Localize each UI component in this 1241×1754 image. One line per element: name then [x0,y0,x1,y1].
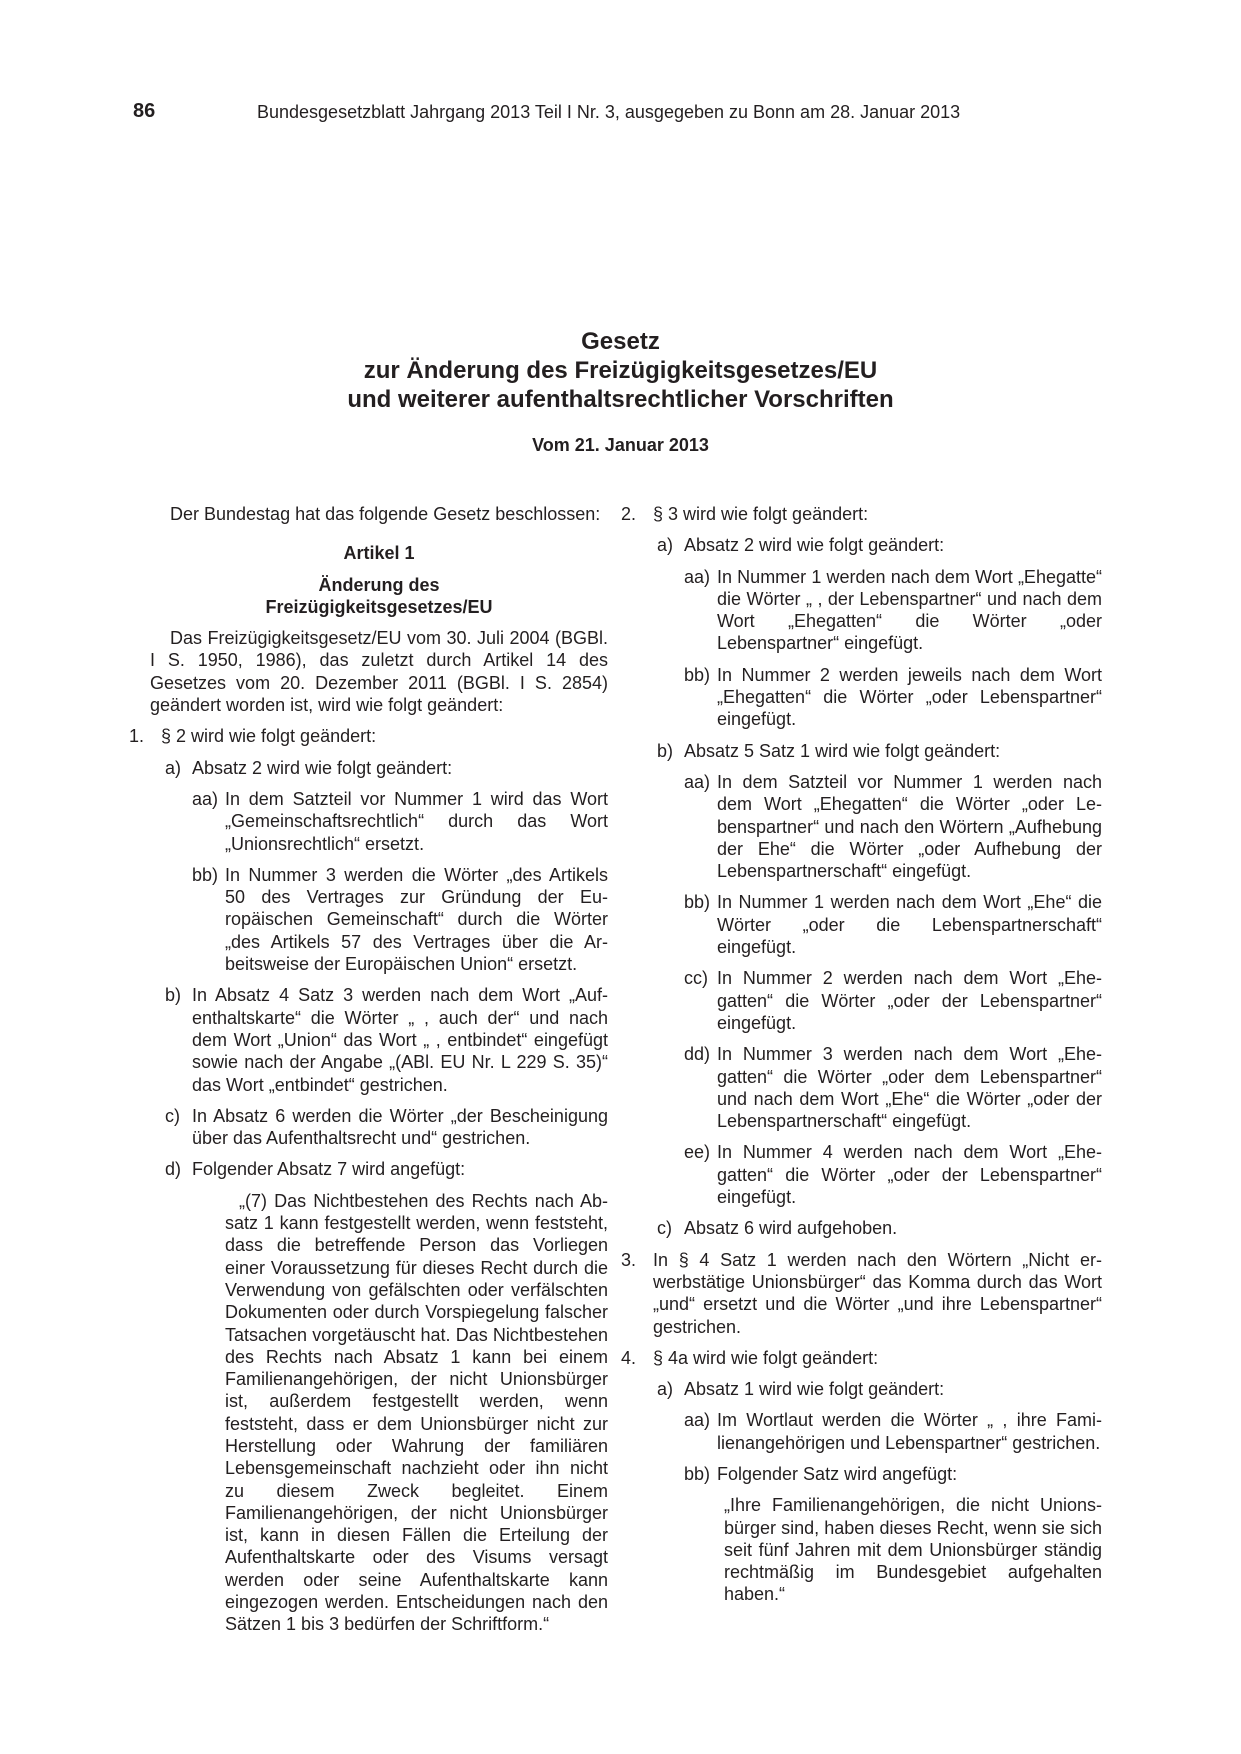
item-text: Folgender Absatz 7 wird angefügt: [192,1159,466,1180]
article-title-line1: Änderung des [318,574,440,595]
list-item [684,967,1102,1034]
list-item [657,740,1102,762]
list-item [657,1217,1102,1239]
item-label: bb) [684,892,711,913]
article-heading: Artikel 1 [343,543,415,564]
item-text: In Nummer 3 werden die Wörter „des Artikels 50 des Vertrages zur Gründung der Europäischen Gemeinschaft“ durch die Wörter „des Artikels 57 des Vertrages über die Arbeitsweise der Europäischen Union“ ersetzt. [225,864,608,975]
running-header: Bundesgesetzblatt Jahrgang 2013 Teil I Nr. 3, ausgegeben zu Bonn am 28. Januar 2013 [257,102,961,122]
item-label: a) [657,535,674,556]
item-label: 4. [621,1347,637,1368]
list-item [684,664,1102,731]
item-text: Absatz 6 wird aufgehoben. [684,1218,898,1239]
item-text: Absatz 1 wird wie folgt geändert: [684,1379,945,1400]
item-text: In Nummer 2 werden nach dem Wort „Ehegatten“ die Wörter „oder der Lebenspartner“ eingefügt. [717,968,1102,1033]
list-item [621,1249,1102,1338]
item-text: In Nummer 4 werden nach dem Wort „Ehegatten“ die Wörter „oder der Lebenspartner“ eingefügt. [717,1142,1102,1208]
item-label: aa) [684,771,711,792]
list-item [165,1158,608,1180]
item-label: bb) [684,664,711,685]
law-title [0,327,1241,414]
item-label: 2. [621,504,637,524]
list-item [684,771,1102,882]
item-text: In Nummer 3 werden nach dem Wort „Ehegatten“ die Wörter „oder dem Lebenspartner“ und nach dem Wort „Ehe“ die Wörter „oder der Lebenspartnerschaft“ eingefügt. [717,1044,1102,1132]
item-label: b) [657,740,674,761]
list-item [684,891,1102,958]
list-item [621,503,1102,525]
item-text: In § 4 Satz 1 werden nach den Wörtern „Nicht erwerbstätige Unionsbürger“ das Komma durch das Wort „und“ ersetzt und die Wörter „und ihre Lebenspartner“ gestrichen. [653,1249,1102,1337]
item-text: In dem Satzteil vor Nummer 1 werden nach dem Wort „Ehegatten“ die Wörter „oder Lebenspartner“ und nach den Wörtern „Aufhebung der Ehe“ die Wörter „oder Aufhebung der Lebenspartnerschaft“ eingefügt. [717,771,1102,882]
item-label: dd) [684,1044,711,1065]
list-item [165,984,608,1095]
item-label: a) [165,757,182,778]
article-title-line2: Freizügigkeitsgesetzes/EU [265,596,493,617]
item-text: In Nummer 1 werden nach dem Wort „Ehegatte“ die Wörter „ , der Lebenspartner“ und nach dem Wort „Ehegatten“ die Wörter „oder Lebenspartner“ eingefügt. [717,566,1102,654]
list-item [684,1141,1102,1208]
item-label: 3. [621,1249,637,1270]
right-column [621,503,1102,1606]
preamble-paragraph: Das Freizügigkeitsgesetz/EU vom 30. Juli 2004 (BGBl. I S. 1950, 1986), das zuletzt durch Artikel 14 des Gesetzes vom 20. Dezember 2011 (BGBl. I S. 2854) geändert worden ist, wird wie folgt geändert: [150,628,608,716]
item-text: In Absatz 6 werden die Wörter „der Bescheinigung über das Aufenthaltsrecht und“ gestrichen. [192,1105,608,1149]
list-item [657,1378,1102,1400]
item-label: aa) [192,788,219,809]
list-item [684,1463,1102,1485]
item-label: cc) [684,968,708,989]
list-item [165,1105,608,1150]
quoted-paragraph: „(7) Das Nichtbestehen des Rechts nach Absatz 1 kann festgestellt werden, wenn feststeht, dass die betreffende Person das Vorliegen einer Voraussetzung für dieses Recht durch die Verwendung von gefälschten oder verfälschten Dokumenten oder durch Vorspiegelung falscher Tatsachen vorgetäuscht hat. Das Nichtbestehen des Rechts nach Absatz 1 kann bei einem Familienangehörigen, der nicht Unionsbürger ist, außerdem festgestellt werden, wenn feststeht, dass er dem Unionsbürger nicht zur Herstellung oder Wahrung der familiären Lebensgemeinschaft nachzieht oder ihn nicht zu diesem Zweck begleitet. Einem Familienangehörigen, der nicht Unionsbürger ist, kann in diesen Fällen die Erteilung der Aufenthaltskarte oder des Visums versagt werden oder seine Aufenthaltskarte kann eingezogen werden. Entscheidungen nach den Sätzen 1 bis 3 bedürfen der Schriftform.“ [225,1190,608,1635]
item-label: bb) [192,864,219,885]
law-title-line1: Gesetz [581,328,660,355]
intro-paragraph: Der Bundestag hat das folgende Gesetz beschlossen: [170,504,601,524]
list-item [621,1347,1102,1369]
item-text: Im Wortlaut werden die Wörter „ , ihre Familienangehörigen und Lebenspartner“ gestrichen. [717,1410,1102,1453]
list-item [657,534,1102,556]
list-item [165,757,608,779]
page-number: 86 [133,100,156,122]
item-text: Absatz 5 Satz 1 wird wie folgt geändert: [684,740,1001,761]
item-text: In Absatz 4 Satz 3 werden nach dem Wort „Aufenthaltskarte“ die Wörter „ , auch der“ und nach dem Wort „Union“ das Wort „ , entbindet“ eingefügt sowie nach der Angabe „(ABl. EU Nr. L 229 S. 35)“ das Wort „entbindet“ gestrichen. [192,985,608,1095]
item-text: § 2 wird wie folgt geändert: [161,726,377,747]
item-text: § 3 wird wie folgt geändert: [653,504,869,524]
law-date: Vom 21. Januar 2013 [532,435,709,455]
item-text: Absatz 2 wird wie folgt geändert: [684,535,945,556]
law-title-line2: zur Änderung des Freizügigkeitsgesetzes/EU [363,357,878,384]
item-label: 1. [129,726,145,747]
item-label: c) [657,1218,672,1239]
item-label: d) [165,1159,182,1180]
item-text: In Nummer 2 werden jeweils nach dem Wort „Ehegatten“ die Wörter „oder Lebenspartner“ eingefügt. [717,664,1102,730]
list-item [684,1043,1102,1132]
list-item [684,566,1102,655]
item-text: In dem Satzteil vor Nummer 1 wird das Wort „Gemeinschaftsrechtlich“ durch das Wort „Unionsrechtlich“ ersetzt. [225,788,608,854]
item-text: Absatz 2 wird wie folgt geändert: [192,757,453,778]
item-label: aa) [684,1410,711,1431]
list-item [192,788,608,855]
list-item [192,864,608,975]
item-label: c) [165,1105,180,1126]
item-text: In Nummer 1 werden nach dem Wort „Ehe“ die Wörter „oder die Lebenspartnerschaft“ eingefügt. [717,892,1102,958]
item-text: Folgender Satz wird angefügt: [717,1463,958,1484]
item-label: b) [165,985,182,1006]
list-item [684,1409,1102,1454]
law-title-line3: und weiterer aufenthaltsrechtlicher Vorschriften [347,386,894,413]
item-label: ee) [684,1142,711,1163]
list-item [129,725,608,747]
quoted-paragraph: „Ihre Familienangehörigen, die nicht Unionsbürger sind, haben dieses Recht, wenn sie sich seit fünf Jahren mit dem Unionsbürger ständig rechtmäßig im Bundesgebiet aufgehalten haben.“ [724,1495,1102,1605]
item-label: a) [657,1379,674,1400]
item-text: § 4a wird wie folgt geändert: [653,1347,879,1368]
left-column [129,503,608,1636]
item-label: aa) [684,566,711,587]
item-label: bb) [684,1463,711,1484]
